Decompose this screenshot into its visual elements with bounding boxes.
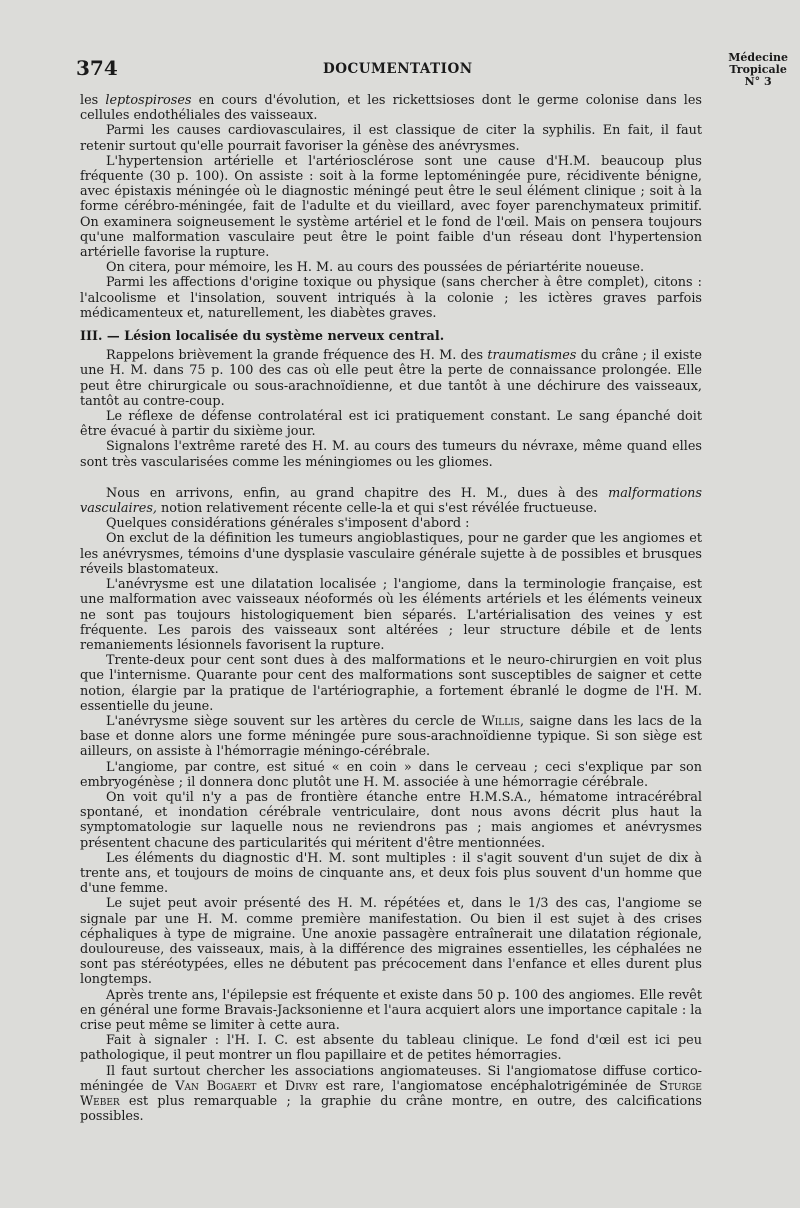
paragraph: L'hypertension artérielle et l'artériosclérose sont une cause d'H.M. beaucoup plus fréquente (30 p. 100). On assiste : soit à la forme leptoméningée pure, récidivente bénigne, avec épistaxis méningée où le diagnostic méningé peut être le seul élément clinique ; soit à la forme cérébro-méningée, fait de l'adulte et du vieillard, avec foyer parenchymateux primitif. On examinera soigneusement le système artériel et le fond de l'œil. Mais on pensera toujours qu'une malformation vasculaire peut être le point faible d'un réseau dont l'hypertension artérielle favorise la rupture. [80, 153, 702, 261]
paragraph: Les éléments du diagnostic d'H. M. sont multiples : il s'agit souvent d'un sujet de dix à trente ans, et toujours de moins de cinquante ans, et deux fois plus souvent d'un homme que d'une femme. [80, 850, 702, 897]
paragraph: L'angiome, par contre, est situé « en coin » dans le cerveau ; ceci s'explique par son embryogénèse ; il donnera donc plutôt une H. M. associée à une hémorragie cérébrale. [80, 759, 702, 790]
page-number: 374 [76, 56, 118, 80]
journal-tag-line: N° 3 [744, 75, 772, 88]
paragraph: On exclut de la définition les tumeurs angioblastiques, pour ne garder que les angiomes et les anévrysmes, témoins d'une dysplasie vasculaire générale sujette à de possibles et brusques réveils blastomateux. [80, 531, 702, 577]
paragraph: On voit qu'il n'y a pas de frontière étanche entre H.M.S.A., hématome intracérébral spontané, et inondation cérébrale ventriculaire, dont nous avons décrit plus haut la symptomatologie sur laquelle nous ne reviendrons pas ; mais angiomes et anévrysmes présentent chacune des particularités qui méritent d'être mentionnées. [80, 789, 702, 851]
paragraph: Rappelons brièvement la grande fréquence des H. M. des traumatismes du crâne ; il existe une H. M. dans 75 p. 100 des cas où elle peut être la perte de connaissance prolongée. Elle peut être chirurgicale ou sous-arachnoïdienne, et due tantôt à une déchirure des vaisseaux, tantôt au contre-coup. [80, 348, 703, 409]
journal-tag [728, 52, 788, 88]
journal-tag-line: Médecine [728, 51, 788, 64]
paragraph: Quelques considérations générales s'imposent d'abord : [106, 516, 470, 532]
paragraph: Après trente ans, l'épilepsie est fréquente et existe dans 50 p. 100 des angiomes. Elle revêt en général une forme Bravais-Jacksonienne et l'aura acquiert alors une importance capitale : la crise peut même se limiter à cette aura. [80, 987, 702, 1033]
section-heading: III. — Lésion localisée du système nerveux central. [80, 329, 445, 345]
paragraph: les leptospiroses en cours d'évolution, et les rickettsioses dont le germe colonise dans les cellules endothéliales des vaisseaux. [80, 93, 702, 124]
article-body [80, 93, 702, 1124]
paragraph: Le réflexe de défense controlatéral est ici pratiquement constant. Le sang épanché doit être évacué à partir du sixième jour. [80, 409, 702, 440]
running-title: DOCUMENTATION [323, 61, 473, 77]
paragraph: Parmi les causes cardiovasculaires, il est classique de citer la syphilis. En fait, il faut retenir surtout qu'elle pourrait favoriser la génèse des anévrysmes. [80, 123, 702, 154]
paragraph: Trente-deux pour cent sont dues à des malformations et le neuro-chirurgien en voit plus que l'internisme. Quarante pour cent des malformations sont susceptibles de saigner et cette notion, élargie par la pratique de l'artériographie, a fortement ébranlé le dogme de l'H. M. essentielle du jeune. [80, 653, 702, 714]
paragraph: Parmi les affections d'origine toxique ou physique (sans chercher à être complet), citons : l'alcoolisme et l'insolation, souvent intriqués à la colonie ; les ictères graves parfois médicamenteux et, naturellement, les diabètes graves. [80, 275, 702, 321]
paragraph: Fait à signaler : l'H. I. C. est absente du tableau clinique. Le fond d'œil est ici peu pathologique, il peut montrer un flou papillaire et de petites hémorragies. [80, 1033, 702, 1064]
paragraph: L'anévrysme siège souvent sur les artères du cercle de Willis, saigne dans les lacs de la base et donne alors une forme méningée pure sous-arachnoïdienne typique. Si son siège est ailleurs, on assiste à l'hémorragie méningo-cérébrale. [80, 713, 703, 760]
paragraph: Nous en arrivons, enfin, au grand chapitre des H. M., dues à des malformations vasculaires, notion relativement récente celle-la et qui s'est révélée fructueuse. [80, 485, 702, 517]
paragraph: On citera, pour mémoire, les H. M. au cours des poussées de périartérite noueuse. [106, 260, 645, 276]
journal-tag-line: Tropicale [729, 63, 787, 76]
paragraph: Le sujet peut avoir présenté des H. M. répétées et, dans le 1/3 des cas, l'angiome se signale par une H. M. comme première manifestation. Ou bien il est sujet à des crises céphaliques à type de migraine. Une anoxie passagère entraînerait une dilatation régionale, douloureuse, des vaisseaux, mais, à la différence des migraines essentielles, les céphalées ne sont pas stéréotypées, elles ne débutent pas précocement dans l'enfance et elles durent plus longtemps. [80, 896, 702, 988]
paragraph: Signalons l'extrême rareté des H. M. au cours des tumeurs du névraxe, même quand elles sont très vascularisées comme les méningiomes ou les gliomes. [80, 439, 702, 470]
page-header [0, 0, 800, 90]
paragraph: L'anévrysme est une dilatation localisée ; l'angiome, dans la terminologie française, est une malformation avec vaisseaux néoformés où les éléments artériels et les éléments veineux ne sont pas toujours histologiquement bien séparés. L'artérialisation des veines y est fréquente. Les parois des vaisseaux sont altérées ; leur structure débile et de lents remaniements lésionnels favorisent la rupture. [80, 577, 702, 653]
paragraph: Il faut surtout chercher les associations angiomateuses. Si l'angiomatose diffuse cortico-méningée de Van Bogaert et Divry est rare, l'angiomatose encéphalotrigéminée de Sturge Weber est plus remarquable ; la graphie du crâne montre, en outre, des calcifications possibles. [80, 1063, 702, 1125]
